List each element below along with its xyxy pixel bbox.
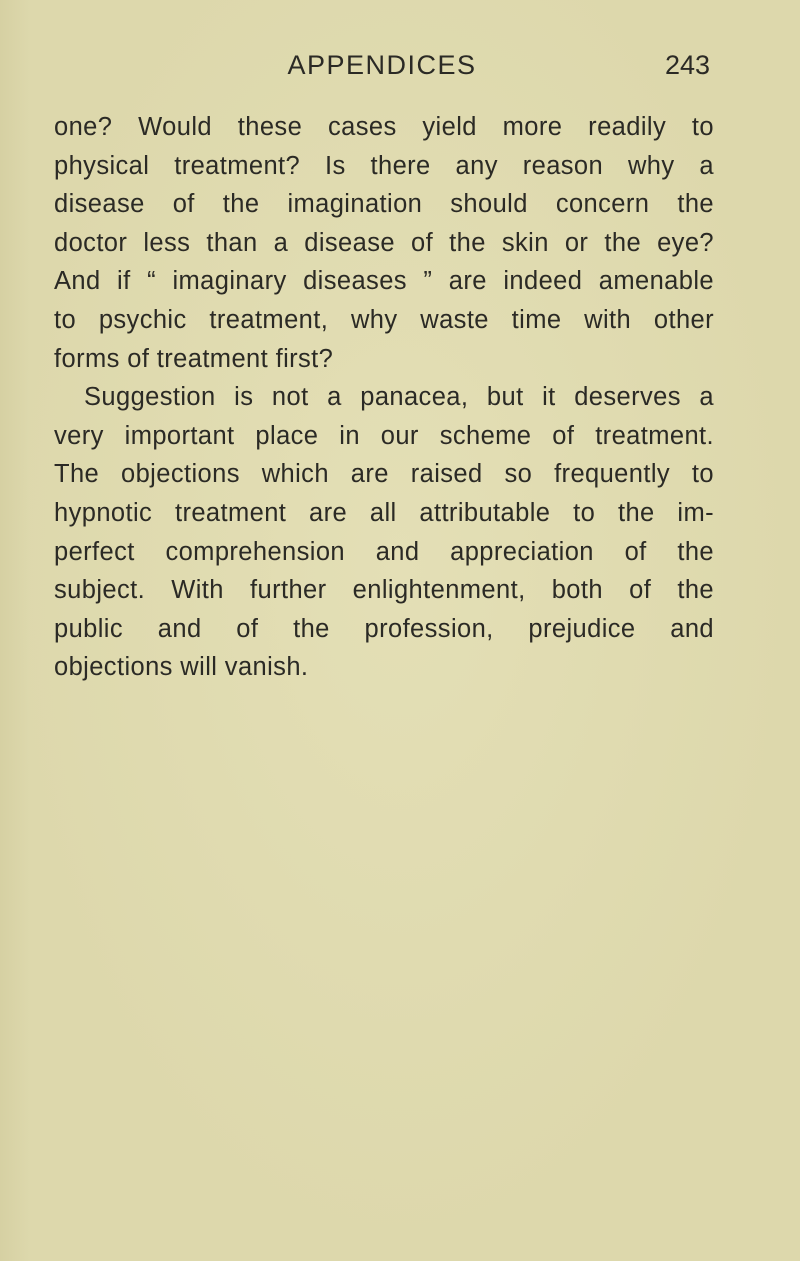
body-text xyxy=(54,108,714,687)
text-line: physical treatment? Is there any reason why a xyxy=(54,151,714,180)
text-line: forms of treatment first? xyxy=(54,344,334,373)
page-number: 243 xyxy=(664,50,710,80)
text-line: doctor less than a disease of the skin or the eye? xyxy=(54,228,714,257)
text-line: public and of the profession, prejudice and xyxy=(54,614,714,643)
paragraph-start-line: Suggestion is not a panacea, but it deserves a xyxy=(84,383,714,412)
text-line: disease of the imagination should concern the xyxy=(54,190,714,219)
text-line: subject. With further enlightenment, both of the xyxy=(54,576,714,605)
text-line: one? Would these cases yield more readily to xyxy=(54,113,714,141)
running-head-title: APPENDICES xyxy=(287,50,477,80)
text-line: hypnotic treatment are all attributable to the im- xyxy=(54,498,714,527)
text-line: perfect comprehension and appreciation of the xyxy=(54,537,714,566)
text-line: The objections which are raised so frequently to xyxy=(54,460,714,489)
text-line: And if “ imaginary diseases ” are indeed amenable xyxy=(54,267,714,296)
text-line: to psychic treatment, why waste time with other xyxy=(54,305,714,334)
running-head xyxy=(54,47,710,87)
text-line: very important place in our scheme of treatment. xyxy=(54,421,714,450)
text-line: objections will vanish. xyxy=(54,653,309,682)
